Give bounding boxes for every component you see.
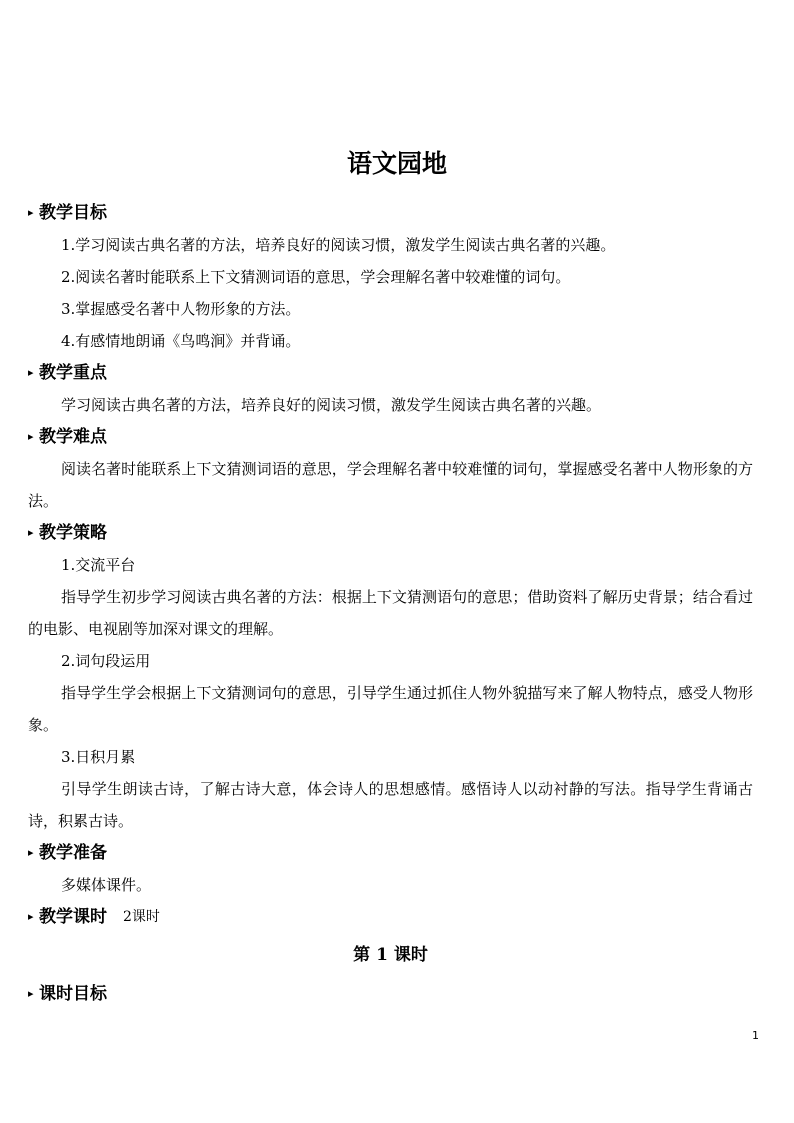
triangle-marker-icon: ▸	[28, 430, 34, 443]
strategy-text: 指导学生学会根据上下文猜测词句的意思，引导学生通过抓住人物外貌描写来了解人物特点，感受人物形象。	[28, 684, 753, 734]
strategy-label: 1.交流平台	[61, 556, 136, 574]
goal-item: 3.掌握感受名著中人物形象的方法。	[61, 300, 301, 318]
section-heading-preparation	[28, 837, 753, 869]
section-heading-goals	[28, 197, 753, 229]
goal-item: 2.阅读名著时能联系上下文猜测词语的意思，学会理解名著中较难懂的词句。	[61, 268, 571, 286]
heading-text: 课时目标	[39, 984, 107, 1004]
triangle-marker-icon: ▸	[28, 206, 34, 219]
page-title: 语文园地	[346, 149, 447, 178]
strategy-text: 指导学生初步学习阅读古典名著的方法：根据上下文猜测语句的意思；借助资料了解历史背景；结合看过的电影、电视剧等加深对课文的理解。	[28, 588, 753, 638]
document-body	[28, 197, 753, 1010]
heading-text: 教学准备	[39, 843, 107, 863]
triangle-marker-icon: ▸	[28, 366, 34, 379]
goal-item: 1.学习阅读古典名著的方法，培养良好的阅读习惯，激发学生阅读古典名著的兴趣。	[61, 236, 616, 254]
difficulties-text: 阅读名著时能联系上下文猜测词语的意思，学会理解名著中较难懂的词句，掌握感受名著中人物形象的方法。	[28, 460, 753, 510]
section-heading-hours	[28, 901, 753, 933]
heading-text: 教学难点	[39, 427, 107, 447]
preparation-text: 多媒体课件。	[61, 876, 152, 894]
strategy-label: 3.日积月累	[61, 748, 136, 766]
section-heading-key-points	[28, 357, 753, 389]
heading-text: 教学目标	[39, 203, 107, 223]
section-heading-lesson-goals	[28, 978, 753, 1010]
goal-item: 4.有感情地朗诵《鸟鸣涧》并背诵。	[61, 332, 301, 350]
key-points-text: 学习阅读古典名著的方法，培养良好的阅读习惯，激发学生阅读古典名著的兴趣。	[61, 396, 602, 414]
strategy-label: 2.词句段运用	[61, 652, 151, 670]
hours-value: 2课时	[123, 909, 160, 925]
page-number: 1	[752, 1029, 759, 1042]
section-heading-strategy	[28, 517, 753, 549]
triangle-marker-icon: ▸	[28, 526, 34, 539]
lesson-title: 第 1 课时	[353, 945, 428, 965]
triangle-marker-icon: ▸	[28, 910, 34, 923]
heading-text: 教学课时	[39, 907, 107, 927]
heading-text: 教学策略	[39, 523, 107, 543]
heading-text: 教学重点	[39, 363, 107, 383]
triangle-marker-icon: ▸	[28, 846, 34, 859]
strategy-text: 引导学生朗读古诗，了解古诗大意，体会诗人的思想感情。感悟诗人以动衬静的写法。指导学生背诵古诗，积累古诗。	[28, 780, 753, 830]
triangle-marker-icon: ▸	[28, 987, 34, 1000]
section-heading-difficulties	[28, 421, 753, 453]
